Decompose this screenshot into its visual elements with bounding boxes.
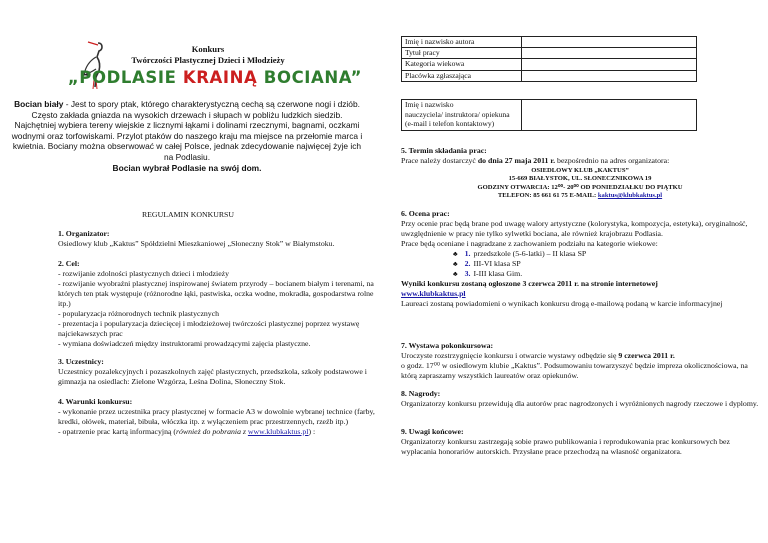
contest-title-line2: Twórczości Plastycznej Dzieci i Młodzieży xyxy=(131,55,285,65)
table-cell-label xyxy=(402,100,522,131)
table-row xyxy=(402,100,697,131)
section-heading: 4. Warunki konkursu: xyxy=(58,397,133,406)
category-item xyxy=(401,269,759,279)
table-row xyxy=(402,37,697,48)
category-text: przedszkole (5-6-latki) – II klasa SP xyxy=(473,249,587,258)
slogan-part1: „PODLASIE xyxy=(67,68,183,87)
deadline-date: do dnia 27 maja 2011 r. xyxy=(477,156,556,165)
section-participants xyxy=(58,357,376,387)
evaluation-text2: Prace będą oceniane i nagradzane z zachowaniem podziału na kategorie wiekowe: xyxy=(401,239,658,248)
category-number: 2. xyxy=(464,259,471,268)
slogan-part2: KRAINĄ xyxy=(182,68,264,87)
teacher-label-line: Imię i nazwisko xyxy=(405,100,454,109)
goal-line: - rozwijanie wyobraźni plastycznej inspirowanej światem przyrody – bocianem białym i terenami, na których ten ptak występuje (różnorodne łąki, pastwiska, oczka wodne, mokradła, gospodarstwa rolne itp.) xyxy=(58,279,374,308)
teacher-label-line: nauczyciela/ instruktora/ opiekuna xyxy=(405,109,510,119)
club-bullet-icon: ♣ xyxy=(453,270,458,278)
section-text: Osiedlowy klub „Kaktus” Spółdzielni Mieszkaniowej „Słoneczny Stok” w Białymstoku. xyxy=(58,239,335,248)
contest-title xyxy=(92,44,324,66)
exhibition-date: 9 czerwca 2011 r. xyxy=(618,351,675,360)
exhibition-lead xyxy=(401,351,759,361)
deadline-suffix: bezpośrednio na adres organizatora: xyxy=(555,156,670,165)
table-cell-value[interactable] xyxy=(522,70,697,81)
table-cell-value[interactable] xyxy=(522,48,697,59)
condition-suffix: ) : xyxy=(308,427,316,436)
section-exhibition xyxy=(401,341,759,381)
section-prizes xyxy=(401,389,759,409)
intro-text: - Jest to spory ptak, którego charakterystyczną cechą są czerwone nogi i dziób. Często zakłada gniazda na wysokich drzewach i słupach w pobliżu ludzkich siedzib. Najchętniej wybiera tereny wiejskie z licznymi łąkami i dolinami rzecznymi, bagnami, oczkami wodnymi oraz torfowiskami. Przylot ptaków do naszego kraju ma miejsce na przełomie marca i kwietnia. Bociany można obserwować w całej Polsce, jednak zdecydowanie najwięcej żyje ich na Podlasiu. xyxy=(11,99,363,162)
section-heading: 1. Organizator: xyxy=(58,229,110,238)
section-heading: 2. Cel: xyxy=(58,259,80,268)
table-cell-label: Tytuł pracy xyxy=(402,48,522,59)
results-note: Laureaci zostaną powiadomieni o wynikach konkursu drogą e-mailową podaną w karcie informacyjnej xyxy=(401,299,723,308)
section-heading: 6. Ocena prac: xyxy=(401,209,450,218)
club-bullet-icon: ♣ xyxy=(453,250,458,258)
section-heading: 3. Uczestnicy: xyxy=(58,357,104,366)
category-number: 1. xyxy=(464,249,471,258)
final-notes-text: Organizatorzy konkursu zastrzegają sobie prawo publikowania i reprodukowania prac konkursowych bez wypłacania honorariów autorskich. Przysłane prace przechodzą na własność organizatora. xyxy=(401,437,730,456)
deadline-text xyxy=(401,156,759,166)
goal-line: - prezentacja i popularyzacja dziecięcej i młodzieżowej twórczości plastycznej poprzez wystawę najciekawszych prac xyxy=(58,319,360,338)
condition-line: - wykonanie przez uczestnika pracy plastycznej w formacie A3 w dowolnie wybranej technice (farby, kredki, ołówek, materiał, bibuła, włóczka itp. z wyłączeniem prac przestrzennych, rzeźb itp.) xyxy=(58,407,375,426)
section-deadline xyxy=(401,146,759,166)
table-row xyxy=(402,48,697,59)
intro-closing: Bocian wybrał Podlasie na swój dom. xyxy=(112,162,262,173)
evaluation-text: Przy ocenie prac będą brane pod uwagę walory artystyczne (kolorystyka, kompozycja, estetyka), oryginalność, uwzględnienie w pracy nie tylko sylwetki bociana, ale również krajobrazu Podlasia. xyxy=(401,219,748,238)
category-text: III-VI klasa SP xyxy=(473,259,521,268)
section-final-notes xyxy=(401,427,759,457)
intro-lead: Bocian biały xyxy=(14,99,64,109)
section-heading: 9. Uwagi końcowe: xyxy=(401,427,464,436)
table-cell-value[interactable] xyxy=(522,100,697,131)
section-organizer xyxy=(58,229,376,249)
condition-italic: również do pobrania z xyxy=(175,427,248,436)
condition-prefix: - opatrzenie prac kartą informacyjną ( xyxy=(58,427,176,436)
category-item xyxy=(401,249,759,259)
section-evaluation xyxy=(401,209,759,309)
table-cell-label: Imię i nazwisko autora xyxy=(402,37,522,48)
klubkaktus-link[interactable]: www.klubkaktus.pl xyxy=(247,427,309,436)
prizes-text: Organizatorzy konkursu przewidują dla autorów prac nagrodzonych i wyróżnionych nagrody rzeczowe i dyplomy. xyxy=(401,399,759,408)
results-link[interactable]: www.klubkaktus.pl xyxy=(401,289,466,298)
section-conditions xyxy=(58,397,376,437)
category-text: I-III klasa Gim. xyxy=(473,269,523,278)
category-item xyxy=(401,259,759,269)
slogan-part4: ” xyxy=(350,68,363,87)
org-name: OSIEDLOWY KLUB „KAKTUS” xyxy=(531,167,629,174)
org-contact xyxy=(401,192,759,200)
condition-line xyxy=(58,427,376,437)
table-row xyxy=(402,70,697,81)
section-heading: 7. Wystawa pokonkursowa: xyxy=(401,341,494,350)
teacher-info-table xyxy=(401,99,697,131)
org-email-link[interactable]: kaktus@klubkaktus.pl xyxy=(597,192,663,200)
section-goal xyxy=(58,259,376,349)
results-announcement: Wyniki konkursu zostaną ogłoszone 3 czerwca 2011 r. na stronie internetowej xyxy=(401,279,658,288)
exhibition-prefix: Uroczyste rozstrzygnięcie konkursu i otwarcie wystawy odbędzie się xyxy=(401,351,619,360)
table-cell-value[interactable] xyxy=(522,37,697,48)
club-bullet-icon: ♣ xyxy=(453,260,458,268)
regulations-title: REGULAMIN KONKURSU xyxy=(141,210,235,219)
table-cell-label: Placówka zgłaszająca xyxy=(402,70,522,81)
org-hours: GODZINY OTWARCIA: 12⁰⁰- 20⁰⁰ OD PONIEDZIAŁKU DO PIĄTKU xyxy=(477,183,683,191)
org-phone: TELEFON: 85 661 61 75 E-MAIL: xyxy=(497,192,598,200)
section-heading: 8. Nagrody: xyxy=(401,389,441,398)
goal-line: - wymiana doświadczeń między instruktorami prowadzącymi zajęcia plastyczne. xyxy=(58,339,311,348)
exhibition-text: o godz. 17⁰⁰ w osiedlowym klubie „Kaktus”. Podsumowaniu towarzyszyć będzie impreza okolicznościowa, na którą zapraszamy wszystkich laureatów oraz opiekunów. xyxy=(401,361,748,380)
goal-line: - popularyzacja różnorodnych technik plastycznych xyxy=(58,309,220,318)
stork-intro xyxy=(10,99,364,173)
table-cell-label: Kategoria wiekowa xyxy=(402,59,522,70)
teacher-label-line: (e-mail i telefon kontaktowy) xyxy=(405,119,495,129)
organizer-address xyxy=(401,167,759,201)
deadline-prefix: Prace należy dostarczyć xyxy=(401,156,478,165)
contest-slogan xyxy=(65,68,365,88)
org-address: 15-669 BIAŁYSTOK, UL. SŁONECZNIKOWA 19 xyxy=(508,175,652,183)
table-cell-value[interactable] xyxy=(522,59,697,70)
contest-title-line1: Konkurs xyxy=(191,44,225,54)
section-heading: 5. Termin składania prac: xyxy=(401,146,487,155)
slogan-part3: BOCIANA xyxy=(263,68,351,87)
section-text: Uczestnicy pozalekcyjnych i pozaszkolnych zajęć plastycznych, przedszkola, szkoły podstawowe i gimnazja na osiedlach: Zielone Wzgórza, Leśna Dolina, Słoneczny Stok. xyxy=(58,367,367,386)
goal-line: - rozwijanie zdolności plastycznych dzieci i młodzieży xyxy=(58,269,230,278)
category-number: 3. xyxy=(464,269,471,278)
info-card-table xyxy=(401,36,697,82)
table-row xyxy=(402,59,697,70)
